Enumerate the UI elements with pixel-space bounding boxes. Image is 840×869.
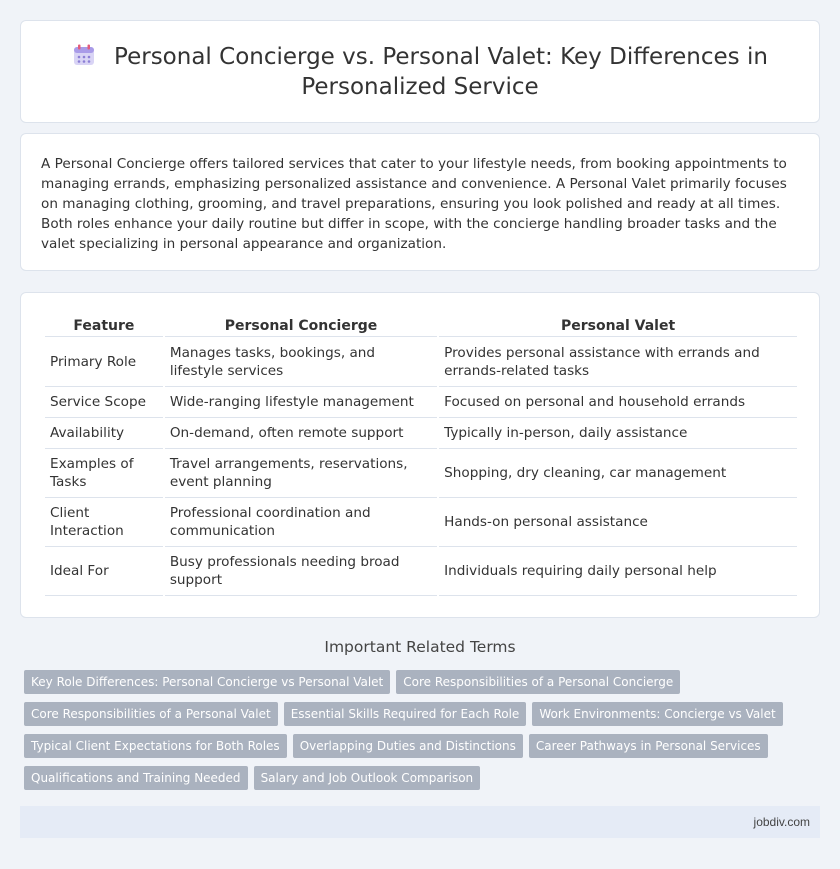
concierge-cell: Wide-ranging lifestyle management — [165, 387, 437, 418]
comparison-table — [43, 313, 799, 596]
footer — [20, 806, 820, 838]
concierge-cell: Professional coordination and communication — [165, 498, 437, 547]
concierge-cell: Busy professionals needing broad support — [165, 547, 437, 596]
intro-card — [20, 133, 820, 271]
related-tag[interactable]: Key Role Differences: Personal Concierge vs Personal Valet — [24, 670, 390, 694]
table-row — [45, 418, 797, 449]
concierge-cell: Travel arrangements, reservations, event planning — [165, 449, 437, 498]
concierge-cell: Manages tasks, bookings, and lifestyle services — [165, 337, 437, 387]
related-tag[interactable]: Overlapping Duties and Distinctions — [293, 734, 523, 758]
table-row — [45, 449, 797, 498]
related-tag[interactable]: Work Environments: Concierge vs Valet — [532, 702, 782, 726]
related-tag[interactable]: Typical Client Expectations for Both Roles — [24, 734, 287, 758]
feature-cell: Ideal For — [45, 547, 163, 596]
feature-cell: Client Interaction — [45, 498, 163, 547]
concierge-cell: On-demand, often remote support — [165, 418, 437, 449]
related-tag[interactable]: Salary and Job Outlook Comparison — [254, 766, 481, 790]
calendar-icon — [72, 43, 96, 67]
table-row — [45, 337, 797, 387]
table-row — [45, 547, 797, 596]
title-text: Personal Concierge vs. Personal Valet: Key Differences in Personalized Service — [114, 43, 768, 100]
related-terms-heading: Important Related Terms — [324, 638, 516, 656]
table-row — [45, 498, 797, 547]
comparison-table-card — [20, 292, 820, 618]
valet-cell: Individuals requiring daily personal help — [439, 547, 797, 596]
valet-cell: Shopping, dry cleaning, car management — [439, 449, 797, 498]
valet-cell: Hands-on personal assistance — [439, 498, 797, 547]
title-card — [20, 20, 820, 123]
related-tag[interactable]: Core Responsibilities of a Personal Valet — [24, 702, 278, 726]
feature-cell: Examples of Tasks — [45, 449, 163, 498]
related-tag[interactable]: Essential Skills Required for Each Role — [284, 702, 527, 726]
feature-cell: Service Scope — [45, 387, 163, 418]
related-terms-tags — [24, 670, 824, 798]
table-row — [45, 387, 797, 418]
valet-cell: Provides personal assistance with errands and errands-related tasks — [439, 337, 797, 387]
header-feature: Feature — [45, 313, 163, 337]
header-valet: Personal Valet — [439, 313, 797, 337]
footer-site-link[interactable]: jobdiv.com — [753, 815, 810, 829]
header-concierge: Personal Concierge — [165, 313, 437, 337]
feature-cell: Primary Role — [45, 337, 163, 387]
related-tag[interactable]: Core Responsibilities of a Personal Concierge — [396, 670, 680, 694]
intro-text: A Personal Concierge offers tailored services that cater to your lifestyle needs, from booking appointments to managing errands, emphasizing personalized assistance and convenience. A Personal Valet primarily focuses on managing clothing, grooming, and travel preparations, ensuring you look polished and ready at all times. Both roles enhance your daily routine but differ in scope, with the concierge handling broader tasks and the valet specializing in personal appearance and organization. — [41, 156, 787, 252]
feature-cell: Availability — [45, 418, 163, 449]
table-header-row — [45, 313, 797, 337]
valet-cell: Focused on personal and household errands — [439, 387, 797, 418]
valet-cell: Typically in-person, daily assistance — [439, 418, 797, 449]
related-tag[interactable]: Qualifications and Training Needed — [24, 766, 248, 790]
related-tag[interactable]: Career Pathways in Personal Services — [529, 734, 768, 758]
page-title — [21, 42, 819, 102]
